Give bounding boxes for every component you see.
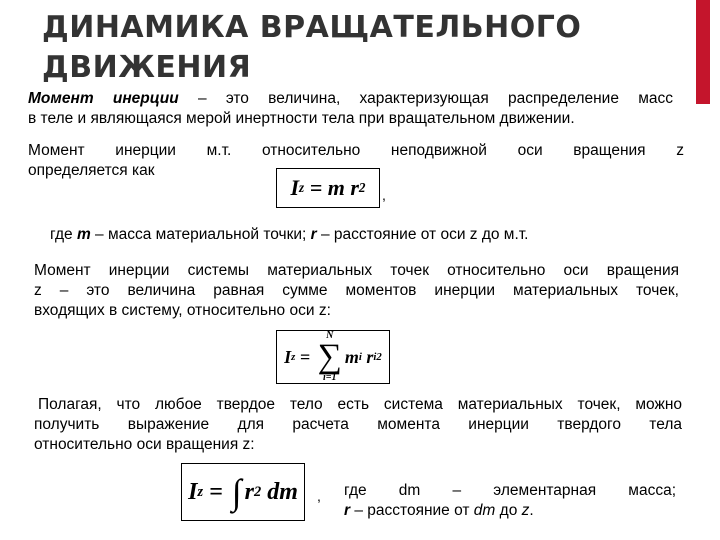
rigid-body-line-2: получить выражение для расчета момента инерции твердого тела — [34, 416, 682, 433]
dm-definition — [338, 481, 676, 521]
formula-system-sum: I z = N ∑ i=1 m i r i 2 — [276, 330, 390, 384]
slide-title — [42, 8, 581, 88]
rigid-body-line-3: относительно оси вращения z: — [34, 436, 255, 453]
definition-line-2: в теле и являющаяся мерой инертности тела при вращательном движении. — [28, 110, 575, 127]
rigid-body-paragraph — [34, 395, 682, 455]
accent-bar — [696, 0, 710, 104]
system-line-1: Момент инерции системы материальных точек относительно оси вращения — [34, 262, 679, 279]
dm-line-2: r – расстояние от dm до z. — [344, 502, 534, 519]
point-mass-line-1: Момент инерции м.т. относительно неподвижной оси вращения z — [28, 142, 684, 159]
title-line-1: ДИНАМИКА ВРАЩАТЕЛЬНОГО — [42, 10, 582, 45]
system-line-2: z – это величина равная сумме моментов инерции материальных точек, — [34, 282, 679, 299]
sum-symbol: N ∑ i=1 — [317, 330, 342, 383]
title-line-2: ДВИЖЕНИЯ — [42, 50, 252, 85]
integral-sign: ∫ — [231, 472, 242, 512]
formula-1-comma: , — [382, 187, 386, 203]
definition-line-1: – это величина, характеризующая распределение масс — [178, 90, 673, 107]
term-moment-of-inertia: Момент инерции — [28, 90, 179, 107]
system-line-3: входящих в систему, относительно оси z: — [34, 302, 331, 319]
point-mass-line-2: определяется как — [28, 162, 155, 179]
formula-point-mass: I z = m r 2 — [276, 168, 380, 208]
rigid-body-line-1: Полагая, что любое твердое тело есть система материальных точек, можно — [38, 396, 682, 413]
formula-integral: I z = ∫ r 2 dm — [181, 463, 305, 521]
definition-paragraph — [28, 89, 673, 129]
formula-3-comma: , — [317, 488, 321, 504]
dm-line-1: где dm – элементарная масса; — [344, 482, 676, 499]
system-paragraph — [34, 261, 679, 321]
mass-definition-line: где m – масса материальной точки; r – расстояние от оси z до м.т. — [50, 226, 529, 243]
